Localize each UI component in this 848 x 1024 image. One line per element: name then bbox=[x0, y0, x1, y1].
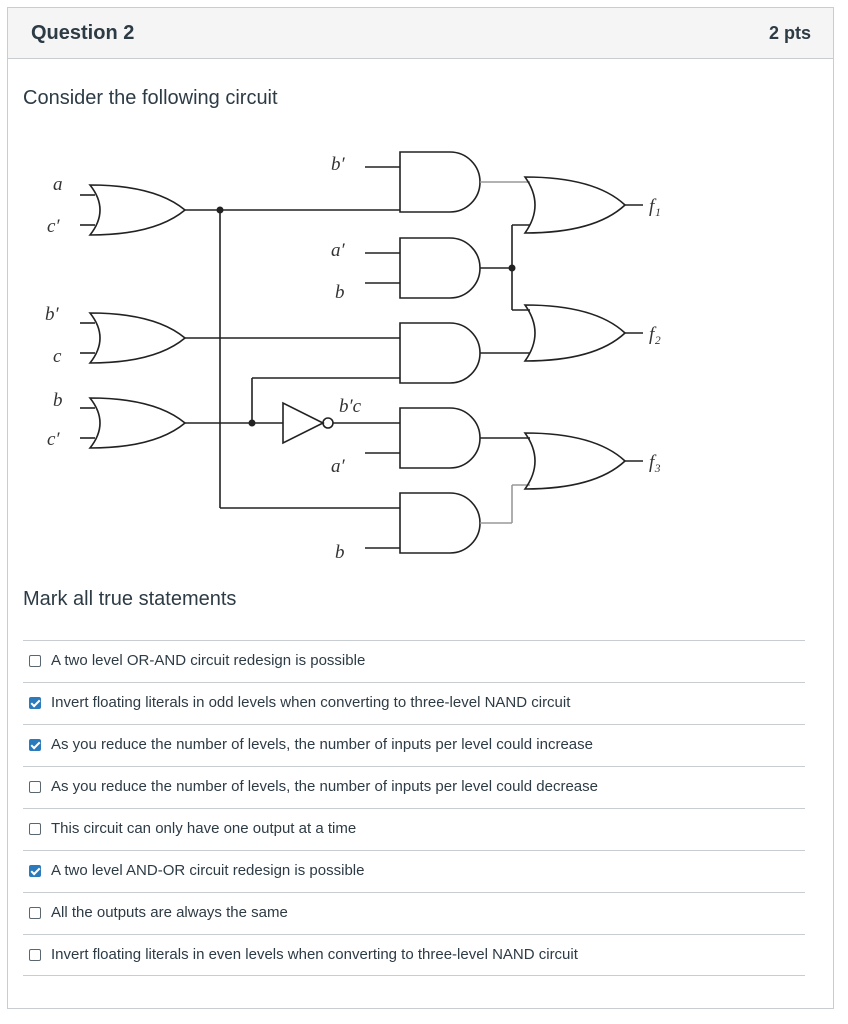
answer-label: A two level AND-OR circuit redesign is possible bbox=[51, 862, 365, 879]
input-b-prime-1: b′ bbox=[45, 304, 59, 325]
input-b-2: b bbox=[335, 282, 345, 303]
input-a-prime-2: a′ bbox=[331, 456, 345, 477]
checkbox[interactable] bbox=[29, 697, 41, 709]
and-gate-5 bbox=[400, 493, 480, 553]
checkbox[interactable] bbox=[29, 739, 41, 751]
input-b-3: b bbox=[335, 542, 345, 563]
circuit-diagram bbox=[25, 140, 705, 580]
input-a: a bbox=[53, 174, 63, 195]
output-f1: f₁ bbox=[649, 196, 661, 217]
or-gate-f3 bbox=[525, 433, 625, 489]
or-gate-3 bbox=[90, 398, 185, 448]
answer-label: A two level OR-AND circuit redesign is possible bbox=[51, 652, 366, 669]
answer-option[interactable] bbox=[23, 892, 805, 934]
answer-option[interactable] bbox=[23, 934, 805, 976]
checkbox[interactable] bbox=[29, 907, 41, 919]
checkbox[interactable] bbox=[29, 949, 41, 961]
checkbox[interactable] bbox=[29, 865, 41, 877]
and-gate-3 bbox=[400, 323, 480, 383]
inverter-gate bbox=[283, 403, 323, 443]
answer-option[interactable] bbox=[23, 724, 805, 766]
answer-label: Invert floating literals in even levels when converting to three-level NAND circuit bbox=[51, 946, 578, 963]
answer-option[interactable] bbox=[23, 766, 805, 808]
and-gate-1 bbox=[400, 152, 480, 212]
answer-option[interactable] bbox=[23, 640, 805, 682]
question-header bbox=[8, 8, 833, 59]
answer-label: As you reduce the number of levels, the number of inputs per level could decrease bbox=[51, 778, 598, 795]
or-gate-2 bbox=[90, 313, 185, 363]
input-a-prime-1: a′ bbox=[331, 240, 345, 261]
checkbox[interactable] bbox=[29, 655, 41, 667]
or-gate-1 bbox=[90, 185, 185, 235]
input-b-prime-2: b′ bbox=[331, 154, 345, 175]
input-c-prime-1: c′ bbox=[47, 216, 60, 237]
checkbox[interactable] bbox=[29, 823, 41, 835]
question-prompt: Consider the following circuit bbox=[23, 87, 278, 109]
question-points: 2 pts bbox=[768, 23, 811, 43]
instruction-text: Mark all true statements bbox=[23, 588, 237, 610]
or-gate-f1 bbox=[525, 177, 625, 233]
answer-list bbox=[23, 640, 805, 976]
and-gate-4 bbox=[400, 408, 480, 468]
answer-label: As you reduce the number of levels, the number of inputs per level could increase bbox=[51, 736, 593, 753]
or-gate-f2 bbox=[525, 305, 625, 361]
answer-option[interactable] bbox=[23, 850, 805, 892]
output-f2: f₂ bbox=[649, 324, 661, 345]
checkbox[interactable] bbox=[29, 781, 41, 793]
output-f3: f₃ bbox=[649, 452, 661, 473]
and-gate-2 bbox=[400, 238, 480, 298]
answer-label: Invert floating literals in odd levels when converting to three-level NAND circuit bbox=[51, 694, 571, 711]
question-title: Question 2 bbox=[31, 22, 135, 44]
answer-option[interactable] bbox=[23, 682, 805, 724]
input-c: c bbox=[53, 346, 62, 367]
answer-label: All the outputs are always the same bbox=[51, 904, 288, 921]
inverter-output-label: b′c bbox=[339, 396, 362, 417]
answer-label: This circuit can only have one output at a time bbox=[51, 820, 357, 837]
input-b-1: b bbox=[53, 390, 63, 411]
input-c-prime-2: c′ bbox=[47, 429, 60, 450]
answer-option[interactable] bbox=[23, 808, 805, 850]
